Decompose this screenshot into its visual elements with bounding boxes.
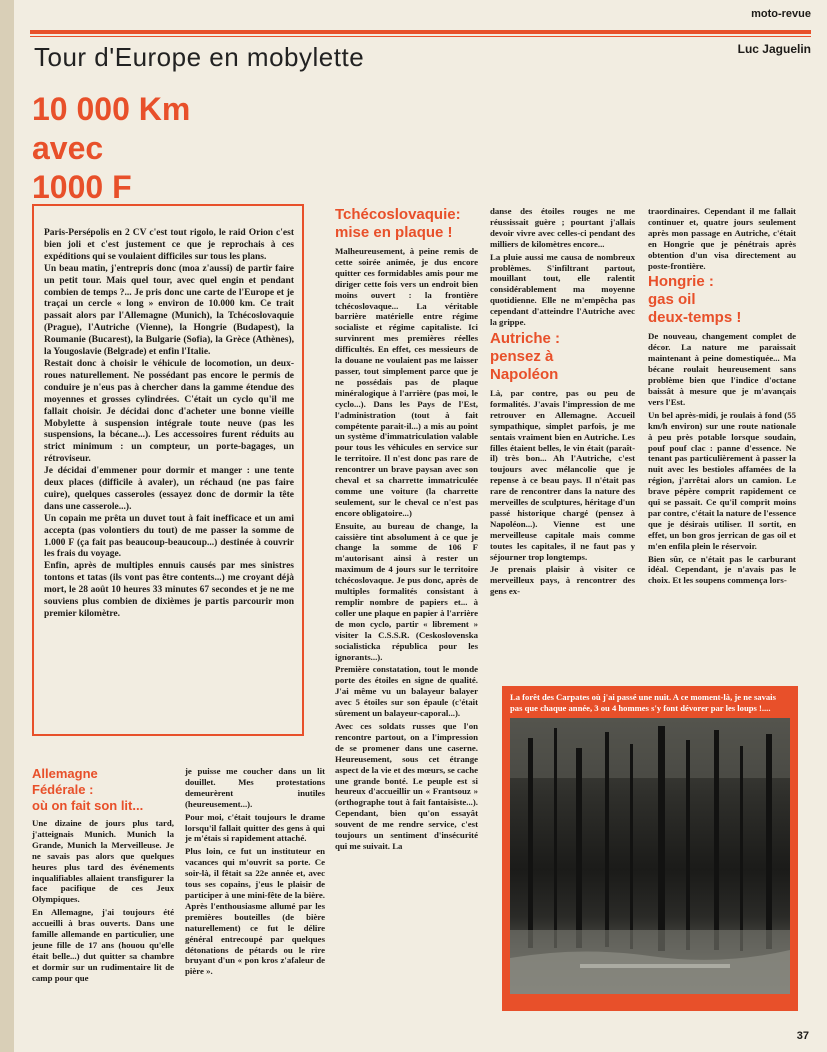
body-paragraph: je puisse me coucher dans un lit douillet. Mes protestations demeurèrent inutiles (heureusement...). [185, 766, 325, 809]
body-paragraph: Pour moi, c'était toujours le drame lorsqu'il fallait quitter des gens à qui je m'étais si rapidement attaché. [185, 811, 325, 844]
heading-line: gas oil [648, 291, 696, 309]
column-autriche [490, 206, 635, 599]
header-rule-thin [30, 36, 811, 37]
intro-paragraph: Je décidai d'emmener pour dormir et manger : une tente deux places (difficile à avaler), un réchaud (ne pas faire cuire), quelques casseroles (essayez donc de dormir la tête dans une casserole...). [44, 466, 294, 512]
body-paragraph: Je prenais plaisir à visiter ce merveilleux pays, à rencontrer des gens ex- [490, 564, 635, 597]
intro-paragraph: Restait donc à choisir le véhicule de locomotion, un deux-roues naturellement. Ne possédant pas encore le permis de conduire je n'eus pas à chercher dans la gamme étendue des moyennes et grosses cylindrées. C'était un cyclo qu'il me fallait choisir. Je décidai donc d'acheter une bonne vieille Mobylette à suspension intégrale toute neuve (pas les suspensions, la bécane...). Les accessoires furent réduits au strict minimum : un compteur, un porte-bagages, un rétroviseur. [44, 358, 294, 465]
heading-line: Napoléon [490, 365, 559, 383]
column-tchecoslovaquie [335, 206, 478, 854]
body-paragraph: En Allemagne, j'ai toujours été accueilli à bras ouverts. Dans une famille allemande en particulier, une jeune fille de 17 ans (houou qu'elle était belle...) dut quitter sa chambre et dormir sur un rudimentaire lit de camp pour que [32, 907, 174, 983]
heading-line: deux-temps ! [648, 309, 742, 327]
forest-illustration [510, 718, 790, 994]
body-paragraph: Là, par contre, pas ou peu de formalités. J'avais l'impression de me retrouver en Allemagne. Accueil sympathique, simplet parfois, je me sentais vraiment bien en Autriche. Les filles étaient belles, le vin était (paraît-il) très bon... Ah l'Autriche, c'est toujours avec mélancolie que je repense à ce beau pays. Il n'était pas rare de rencontrer dans la nature des merveilles de sculptures, héritage d'un passé historique chargé (pensez à Napoléon...). Vienne est une merveilleuse capitale mais comme toutes les capitales, il ne faut pas y séjourner trop longtemps. [490, 387, 635, 562]
header-rule [30, 30, 811, 34]
heading-line: pensez à [490, 347, 554, 365]
page-gutter [0, 0, 14, 1052]
body-paragraph: Un bel après-midi, je roulais à fond (55 km/h environ) sur une route nationale à peu près potable lorsque soudain, pouf pouf clac : panne d'essence. Ne tenant pas particulièrement à passer la nuit avec les bestioles affamées de la région, j'arrêtai alors un camion. Le brave pépère comprit rapidement ce qui se passait. Ce qu'il comprit moins par contre, c'était la nature de l'essence que je désirais utiliser. Il sortit, en effet, un bon gros jerrican de gas oil et m'en enfila plein le réservoir. [648, 409, 796, 551]
body-paragraph: danse des étoiles rouges ne me réussissait guère ; pourtant j'allais devoir vivre avec celles-ci pendant des milliers de kilomètres encore... [490, 206, 635, 249]
column-allemagne [32, 766, 174, 986]
section-heading [335, 206, 478, 242]
intro-box [32, 204, 304, 736]
heading-line: Fédérale : [32, 782, 94, 797]
heading-line: Allemagne [32, 766, 98, 781]
column-hongrie [648, 206, 796, 588]
heading-line: Hongrie : [648, 273, 714, 291]
headline-line: 10 000 Km [32, 91, 191, 127]
heading-line: où on fait son lit... [32, 798, 144, 813]
column-b [185, 766, 325, 979]
article-headline [32, 90, 272, 207]
intro-paragraph: Un beau matin, j'entrepris donc (moa z'aussi) de partir faire un petit tour. Mais quel tour, avec quel engin et pendant combien de temps ?... Je pris donc une carte de l'Europe et je traçai un cercle « long » environ de 10.000 km. Ce trait passait alors par l'Allemagne (Munich), la Tchécoslovaquie (Prague), l'Autriche (Vienne), la Hongrie (Budapest), la Roumanie (Bucarest), la Bulgarie (Sofia), la Grèce (Athènes), la Yougoslavie (Belgrade) et enfin l'Italie. [44, 263, 294, 358]
body-paragraph: traordinaires. Cependant il me fallait continuer et, quatre jours seulement après mon passage en Autriche, c'était en Hongrie que je pénétrais après obtention d'un visa directement au poste-frontière. [648, 206, 796, 271]
section-heading [32, 766, 174, 814]
heading-line: Tchécoslovaquie: [335, 206, 461, 223]
heading-line: mise en plaque ! [335, 224, 453, 241]
headline-line: avec [32, 130, 104, 166]
library-stamp [474, 460, 520, 514]
photo-frame [502, 686, 798, 1011]
section-heading [648, 273, 796, 327]
body-paragraph: De nouveau, changement complet de décor. La nature me paraissait maintenant à peine domestiquée... Ma bécane roulait heureusement sans problème bien que l'indice d'octane baissât à mesure que je m'avançais vers l'Est. [648, 331, 796, 407]
article-kicker: Tour d'Europe en mobylette [34, 42, 365, 72]
body-paragraph: Une dizaine de jours plus tard, j'atteignais Munich. Munich la Grande, Munich la Merveilleuse. Je ne savais pas alors que quelques heures plus tard des événements inqualifiables allaient transfigurer la face pacifique de ces Jeux Olympiques. [32, 818, 174, 905]
heading-line: Autriche : [490, 329, 561, 347]
body-paragraph: Première constatation, tout le monde porte des étoiles en signe de qualité. J'ai même vu un balayeur balayer avec 5 étoiles sur son épaule (c'était sûrement un balayeur-caporal...). [335, 664, 478, 719]
body-paragraph: Plus loin, ce fut un instituteur en vacances qui m'ouvrit sa porte. Ce soir-là, il fêtait sa 22e année et, avec tous ses copains, j'eus le plaisir de participer à une mini-fête de la bière. Après l'enthousiasme allumé par les premières bouteilles (de bière naturellement) ce fut le délire général entrecoupé par quelques détonations de pétards ou le rire bruyant d'un « pon kros z'afaleur de pière ». [185, 846, 325, 977]
forest-photo [510, 718, 790, 994]
headline-line: 1000 F [32, 169, 132, 205]
section-heading [490, 330, 635, 384]
intro-paragraph: Un copain me prêta un duvet tout à fait inefficace et un ami accepta (pas volontiers du tout) de me passer la somme de 1.000 F (ça fait pas beaucoup-beaucoup...) destinée à couvrir les frais du voyage. [44, 513, 294, 560]
intro-paragraph: Paris-Persépolis en 2 CV c'est tout rigolo, le raid Orion c'est bien joli et c'est justement ce que je reprochais à ces expéditions qui se voulaient difficiles sur tous les plans. [44, 228, 294, 262]
page-number: 37 [796, 1030, 809, 1042]
body-paragraph: La pluie aussi me causa de nombreux problèmes. S'infiltrant partout, mouillant tout, elle ralentit considérablement ma moyenne quotidienne. Elle ne m'empêcha pas cependant d'atteindre l'Autriche avec la grippe. [490, 251, 635, 328]
article-author: Luc Jaguelin [737, 42, 811, 56]
intro-paragraph: Enfin, après de multiples ennuis causés par mes sinistres tontons et tatas (ils vont pas être contents...) me croyant déjà mort, le 28 août 10 heures 33 minutes 67 secondes et je ne me souviens plus combien de dixièmes je partis parcourir mon premier kilomètre. [44, 561, 294, 619]
body-paragraph: Avec ces soldats russes que l'on rencontre partout, on a l'impression de se promener dans une caserne. Heureusement, sous cet étrange aspect de la vie et des mœurs, se cache une grande bonté. Le peuple est si heureux d'accueillir un « Frantsouz » (orthographe tout à fait fantaisiste...). Cependant, bien qu'on essayât souvent de me rendre service, c'est toujours un sentiment d'insécurité qui me suivait. La [335, 720, 478, 851]
body-paragraph: Ensuite, au bureau de change, la caissière tint absolument à ce que je change la somme de 106 F m'autorisant ainsi à rester un maximum de 4 jours sur le territoire tchécoslovaque. Je pus donc, après de multiples formalités consistant à remplir nombre de papiers et... à coller une plaque en papier à l'arrière de mon cyclo, partir « librement » visiter la C.S.S.R. (Ceskoslovenska socialisticka républica pour les ignorants...). [335, 520, 478, 662]
magazine-name: moto-revue [751, 8, 811, 20]
body-paragraph: Bien sûr, ce n'était pas le carburant idéal. Cependant, je n'avais pas le choix. Et les soupens commença lors- [648, 553, 796, 586]
body-paragraph: Malheureusement, à peine remis de cette soirée animée, je dus encore quitter ces formidables amis pour me diriger cette fois vers un endroit bien moins ouvert : la frontière tchécoslovaque... La véritable barrière matérielle entre régime socialiste et régime capitaliste. Ici survinrent mes premières réelles difficultés. En effet, ces messieurs de la douane ne voulaient pas me laisser passer, tout simplement parce que je ne possédais pas de plaque minéralogique à l'arrière (pas moi, le cyclo...). Dans les Pays de l'Est, l'administration (tout à fait compétente parait-il...) a mis au point un système d'immatriculation valable pour tous les véhicules en service sur le territoire. Il n'est donc pas rare de rencontrer un brave paysan avec son cheval et sa charrette immatriculée comme une voiture (la charrette seulement, sur le cheval ce n'est pas encore obligatoire...) [335, 246, 478, 518]
photo-caption: La forêt des Carpates où j'ai passé une nuit. A ce moment-là, je ne savais pas que chaque année, 3 ou 4 hommes s'y font dévorer par les loups !.... [510, 692, 776, 713]
